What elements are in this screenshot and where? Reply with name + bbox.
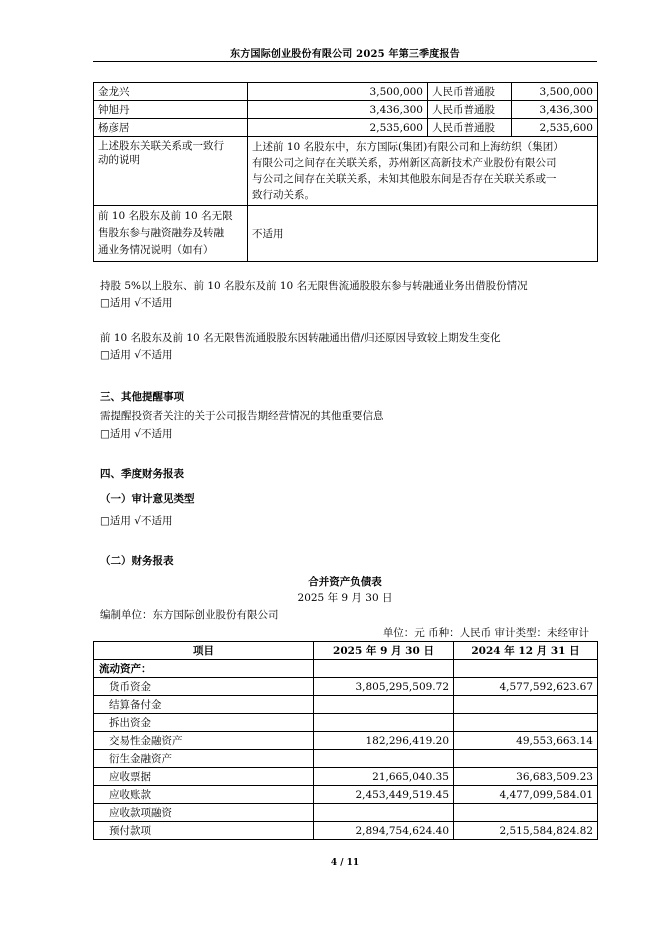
row-prior: 49,553,663.14 [454, 732, 598, 750]
shareholder-shares: 2,535,600 [248, 119, 428, 137]
table-row [94, 119, 598, 137]
header-divider [93, 61, 597, 62]
share-type: 人民币普通股 [428, 119, 512, 137]
change-title: 前 10 名股东及前 10 名无限售流通股股东因转融通出借/归还原因导致较上期发生变化 [100, 332, 501, 344]
shareholder-table [93, 82, 598, 262]
report-header: 东方国际创业股份有限公司 2025 年第三季度报告 [230, 49, 460, 60]
table-row [94, 696, 598, 714]
other-heading: 三、其他提醒事项 [100, 391, 184, 403]
shareholder-name: 杨彦居 [94, 119, 248, 137]
audit-choice: □适用 √不适用 [100, 515, 173, 527]
shareholder-name: 钟旭丹 [94, 101, 248, 119]
table-row [94, 804, 598, 822]
row-item: 预付款项 [94, 822, 314, 840]
column-header: 2025 年 9 月 30 日 [314, 642, 454, 660]
row-prior: 36,683,509.23 [454, 768, 598, 786]
section-label: 流动资产： [94, 660, 314, 678]
shareholder-shares: 3,500,000 [248, 83, 428, 101]
row-current [314, 696, 454, 714]
column-header: 项目 [94, 642, 314, 660]
relation-text: 上述前 10 名股东中，东方国际(集团)有限公司和上海纺织（集团） 有限公司之间存在关联关系，苏州新区高新技术产业股份有限公司 与公司之间存在关联关系，未知其他股东间是否存在关联关系或一 致行动关系。 [248, 137, 598, 206]
table-row [94, 660, 598, 678]
row-current: 21,665,040.35 [314, 768, 454, 786]
row-prior [454, 696, 598, 714]
row-current [314, 750, 454, 768]
other-choice: □适用 √不适用 [100, 428, 173, 440]
share-type: 人民币普通股 [428, 83, 512, 101]
share-amount: 3,500,000 [512, 83, 598, 101]
row-item: 应收账款 [94, 786, 314, 804]
row-item: 应收款项融资 [94, 804, 314, 822]
table-row [94, 750, 598, 768]
row-item: 交易性金融资产 [94, 732, 314, 750]
row-current [314, 804, 454, 822]
shareholder-name: 金龙兴 [94, 83, 248, 101]
shareholder-shares: 3,436,300 [248, 101, 428, 119]
margin-value: 不适用 [248, 206, 598, 262]
row-prior [454, 804, 598, 822]
page-number: 4 / 11 [330, 858, 360, 868]
share-amount: 2,535,600 [512, 119, 598, 137]
row-prior: 4,477,099,584.01 [454, 786, 598, 804]
row-prior: 2,515,584,824.82 [454, 822, 598, 840]
fin-heading: 四、季度财务报表 [100, 468, 184, 480]
relation-row [94, 137, 598, 206]
table-row [94, 83, 598, 101]
row-current: 2,894,754,624.40 [314, 822, 454, 840]
row-item: 衍生金融资产 [94, 750, 314, 768]
statement-date: 2025 年 9 月 30 日 [297, 592, 393, 604]
share-type: 人民币普通股 [428, 101, 512, 119]
row-item: 结算备付金 [94, 696, 314, 714]
row-current: 3,805,295,509.72 [314, 678, 454, 696]
table-row [94, 714, 598, 732]
row-prior [454, 750, 598, 768]
table-row [94, 786, 598, 804]
change-choice: □适用 √不适用 [100, 349, 173, 361]
margin-label: 前 10 名股东及前 10 名无限 售股东参与融资融券及转融 通业务情况说明（如有） [94, 206, 248, 262]
table-row [94, 678, 598, 696]
table-row [94, 768, 598, 786]
margin-row [94, 206, 598, 262]
lending-choice: □适用 √不适用 [100, 297, 173, 309]
table-row [94, 732, 598, 750]
compiler-line: 编制单位：东方国际创业股份有限公司 [100, 609, 279, 621]
lending-title: 持股 5%以上股东、前 10 名股东及前 10 名无限售流通股股东参与转融通业务出借股份情况 [100, 280, 528, 292]
row-prior: 4,577,592,623.67 [454, 678, 598, 696]
row-prior [454, 714, 598, 732]
other-text: 需提醒投资者关注的关于公司报告期经营情况的其他重要信息 [100, 410, 384, 422]
row-current [314, 714, 454, 732]
unit-line: 单位：元 币种：人民币 审计类型：未经审计 [382, 627, 589, 639]
statements-heading: （二）财务报表 [100, 555, 174, 567]
table-row [94, 822, 598, 840]
column-header: 2024 年 12 月 31 日 [454, 642, 598, 660]
table-row [94, 101, 598, 119]
row-current: 2,453,449,519.45 [314, 786, 454, 804]
table-header-row [94, 642, 598, 660]
relation-label: 上述股东关联关系或一致行 动的说明 [94, 137, 248, 206]
row-item: 拆出资金 [94, 714, 314, 732]
statement-title: 合并资产负债表 [308, 576, 382, 588]
row-item: 应收票据 [94, 768, 314, 786]
row-item: 货币资金 [94, 678, 314, 696]
row-current: 182,296,419.20 [314, 732, 454, 750]
audit-heading: （一）审计意见类型 [100, 493, 195, 505]
balance-sheet-table [93, 641, 598, 840]
share-amount: 3,436,300 [512, 101, 598, 119]
